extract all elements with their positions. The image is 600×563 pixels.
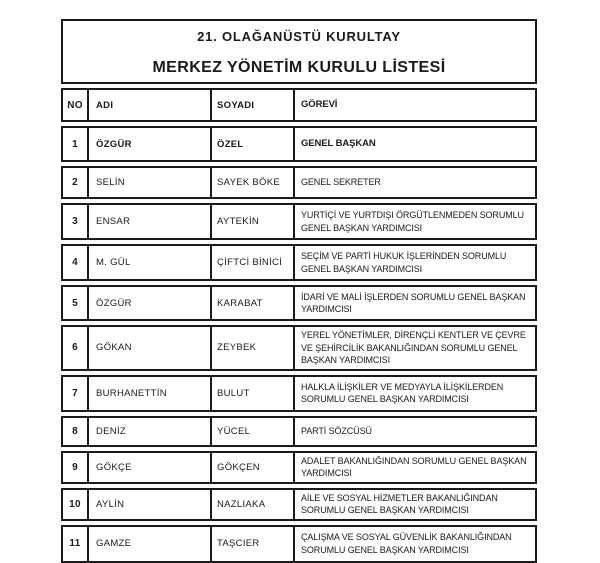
cell-surname: GÖKÇEN (212, 453, 295, 482)
table-title-box (61, 19, 537, 84)
cell-no: 11 (63, 527, 89, 561)
cell-role: SEÇİM VE PARTİ HUKUK İŞLERİNDEN SORUMLU GENEL BAŞKAN YARDIMCISI (301, 251, 507, 274)
cell-role: AİLE VE SOSYAL HİZMETLER BAKANLIĞINDAN SORUMLU GENEL BAŞKAN YARDIMCISI (301, 492, 498, 515)
cell-name: ÖZGÜR (89, 128, 212, 160)
table-row-9 (61, 451, 537, 484)
cell-no: 6 (63, 327, 89, 369)
cell-surname: ZEYBEK (212, 327, 295, 369)
cell-no: 9 (63, 453, 89, 482)
cell-name: BURHANETTİN (89, 377, 212, 410)
table-row-11 (61, 525, 537, 563)
table-row-2 (61, 166, 537, 199)
cell-surname: AYTEKİN (212, 205, 295, 238)
cell-name: GÖKAN (89, 327, 212, 369)
table-row-10 (61, 488, 537, 521)
cell-no: 7 (63, 377, 89, 410)
cell-name: ENSAR (89, 205, 212, 238)
table-row-8 (61, 416, 537, 447)
table-row-6 (61, 325, 537, 371)
cell-role: YEREL YÖNETİMLER, DİRENÇLİ KENTLER VE ÇEVRE VE ŞEHİRCİLİK BAKANLIĞINDAN SORUMLU GENEL BAŞKAN YARDIMCISI (301, 330, 526, 365)
cell-no: 2 (63, 168, 89, 197)
header-cell-gorevi: GÖREVİ (301, 98, 338, 110)
table-row-3 (61, 203, 537, 240)
cell-role: PARTİ SÖZCÜSÜ (301, 425, 372, 436)
table-row-4 (61, 244, 537, 281)
table-row-1 (61, 126, 537, 162)
title-line-2: MERKEZ YÖNETİM KURULU LİSTESİ (152, 59, 446, 76)
table-header-row (61, 88, 537, 122)
cell-no: 10 (63, 490, 89, 519)
header-cell-adi: ADI (89, 90, 212, 120)
header-cell-soyadi: SOYADI (212, 90, 295, 120)
cell-surname: BULUT (212, 377, 295, 410)
cell-name: AYLİN (89, 490, 212, 519)
cell-surname: TAŞCIER (212, 527, 295, 561)
title-line-1: 21. OLAĞANÜSTÜ KURULTAY (197, 29, 401, 44)
cell-surname: ÖZEL (212, 128, 295, 160)
table-row-7 (61, 375, 537, 412)
cell-role: ÇALIŞMA VE SOSYAL GÜVENLİK BAKANLIĞINDAN SORUMLU GENEL BAŞKAN YARDIMCISI (301, 532, 512, 555)
cell-name: ÖZGÜR (89, 287, 212, 319)
cell-surname: KARABAT (212, 287, 295, 319)
cell-no: 5 (63, 287, 89, 319)
cell-no: 3 (63, 205, 89, 238)
cell-surname: SAYEK BÖKE (212, 168, 295, 197)
cell-no: 8 (63, 418, 89, 445)
cell-role: GENEL SEKRETER (301, 177, 381, 188)
cell-surname: YÜCEL (212, 418, 295, 445)
cell-role: GENEL BAŞKAN (301, 137, 376, 149)
document-page (61, 19, 537, 563)
cell-role: ADALET BAKANLIĞINDAN SORUMLU GENEL BAŞKAN YARDIMCISI (301, 455, 527, 478)
cell-name: GÖKÇE (89, 453, 212, 482)
cell-no: 1 (63, 128, 89, 160)
header-cell-no: NO (63, 90, 89, 120)
table-row-5 (61, 285, 537, 321)
cell-role: HALKLA İLİŞKİLER VE MEDYAYLA İLİŞKİLERDEN SORUMLU GENEL BAŞKAN YARDIMCISI (301, 381, 504, 404)
cell-no: 4 (63, 246, 89, 279)
cell-surname: NAZLIAKA (212, 490, 295, 519)
cell-role: YURTİÇİ VE YURTDIŞI ÖRGÜTLENMEDEN SORUMLU GENEL BAŞKAN YARDIMCISI (301, 210, 524, 233)
cell-name: GAMZE (89, 527, 212, 561)
cell-name: DENİZ (89, 418, 212, 445)
cell-role: İDARİ VE MALİ İŞLERDEN SORUMLU GENEL BAŞKAN YARDIMCISI (301, 291, 526, 314)
cell-surname: ÇİFTCİ BİNİCİ (212, 246, 295, 279)
cell-name: SELİN (89, 168, 212, 197)
cell-name: M. GÜL (89, 246, 212, 279)
